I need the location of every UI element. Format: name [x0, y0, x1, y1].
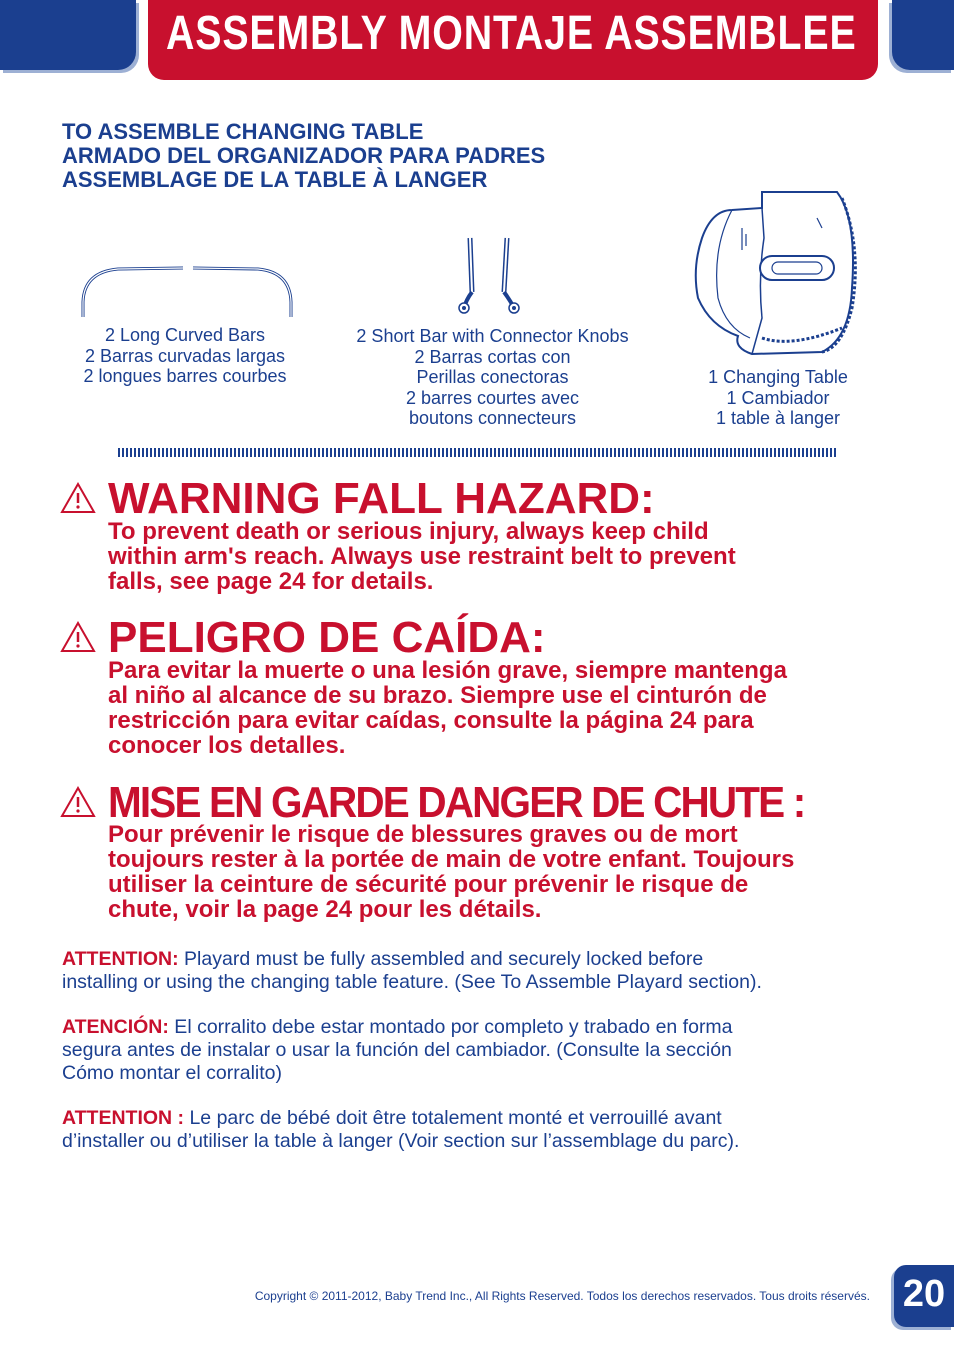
page-number-tab: [894, 1265, 954, 1327]
warning-title-fr: MISE EN GARDE DANGER DE CHUTE :: [108, 778, 805, 827]
attention-note-en: ATTENTION: Playard must be fully assembled and securely locked before installing or using the changing table feature. (See To Assemble Playard section).: [62, 948, 762, 993]
warning-triangle-icon: [60, 482, 96, 514]
short-bars-icon: [452, 234, 532, 318]
warning-body-es: Para evitar la muerte o una lesión grave, siempre mantenga al niño al alcance de su brazo. Siempre use el cinturón de restricción para evitar caídas, consulte la página 24 para conocer los detalles.: [108, 657, 787, 759]
part-caption-curved-bars: 2 Long Curved Bars 2 Barras curvadas largas 2 longues barres courbes: [83, 325, 287, 386]
warning-triangle-icon: [60, 621, 96, 653]
warning-title-en: WARNING FALL HAZARD:: [108, 474, 655, 523]
page-title: ASSEMBLY MONTAJE ASSEMBLEE: [166, 7, 857, 60]
warning-body-fr: Pour prévenir le risque de blessures graves ou de mort toujours rester à la portée de main de votre enfant. Toujours utiliser la ceinture de sécurité pour prévenir le risque de chute, voir la page 24 pour les détails.: [108, 821, 795, 923]
attention-note-fr: ATTENTION : Le parc de bébé doit être totalement monté et verrouillé avant d’installer ou d’utiliser la table à langer (Voir section sur l’assemblage du parc).: [62, 1107, 740, 1152]
warning-title-es: PELIGRO DE CAÍDA:: [108, 613, 546, 662]
warning-body-en: To prevent death or serious injury, always keep child within arm's reach. Always use restraint belt to prevent falls, see page 24 for details.: [108, 518, 736, 595]
warning-triangle-icon: [60, 786, 96, 818]
corner-tab-right: [892, 0, 954, 70]
dotted-divider: [118, 448, 836, 457]
page-number: 20: [902, 1273, 946, 1315]
section-heading-es: ARMADO DEL ORGANIZADOR PARA PADRES: [62, 143, 546, 168]
attention-note-es: ATENCIÓN: El corralito debe estar montado por completo y trabado en forma segura antes de instalar o usar la función del cambiador. (Consulte la sección Cómo montar el corralito): [62, 1016, 733, 1084]
part-caption-short-bars: 2 Short Bar with Connector Knobs 2 Barras cortas con Perillas conectoras 2 barres courtes avec boutons connecteurs: [356, 326, 629, 428]
section-heading-fr: ASSEMBLAGE DE LA TABLE À LANGER: [62, 167, 488, 192]
header-banner: [148, 0, 878, 80]
section-headings: [62, 120, 545, 192]
copyright-text: Copyright © 2011-2012, Baby Trend Inc., All Rights Reserved. Todos los derechos reservados. Tous droits réservés.: [254, 1289, 870, 1303]
part-caption-changing-table: 1 Changing Table 1 Cambiador 1 table à langer: [708, 367, 848, 428]
curved-bars-icon: [78, 262, 298, 322]
section-heading-en: TO ASSEMBLE CHANGING TABLE: [62, 119, 424, 144]
changing-table-icon: [692, 188, 864, 360]
corner-tab-left: [0, 0, 136, 70]
